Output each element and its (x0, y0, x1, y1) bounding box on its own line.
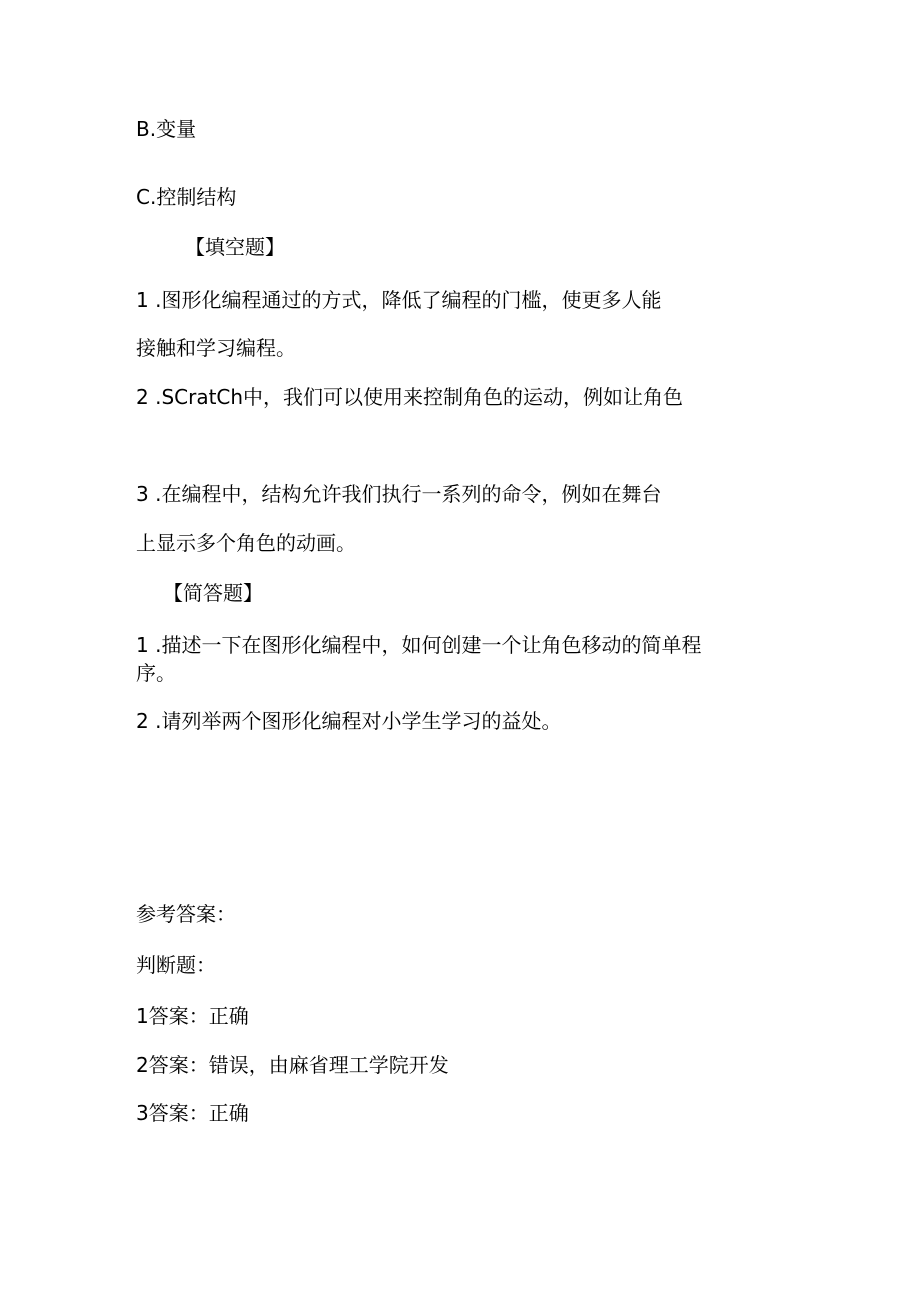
fill-blank-q1-line1: 1 .图形化编程通过的方式，降低了编程的门槛，使更多人能 (136, 288, 662, 312)
answers-section-tf: 判断题： (136, 953, 216, 977)
fill-blank-q2-line1: 2 .SCratCh中，我们可以使用来控制角色的运动，例如让角色 (136, 385, 684, 409)
short-answer-q2-line1: 2 .请列举两个图形化编程对小学生学习的益处。 (136, 709, 562, 733)
answers-heading: 参考答案： (136, 902, 236, 926)
short-answer-heading: 【简答题】 (163, 581, 263, 605)
answer-1: 1答案：正确 (136, 1004, 249, 1028)
answer-2: 2答案：错误，由麻省理工学院开发 (136, 1053, 449, 1077)
short-answer-q1-line2: 序。 (136, 661, 176, 685)
option-b: B.变量 (136, 117, 197, 141)
answer-3: 3答案：正确 (136, 1101, 249, 1125)
short-answer-q1-line1: 1 .描述一下在图形化编程中，如何创建一个让角色移动的简单程 (136, 633, 702, 657)
fill-blank-q3-line2: 上显示多个角色的动画。 (136, 531, 356, 555)
fill-blank-heading: 【填空题】 (185, 235, 285, 259)
fill-blank-q1-line2: 接触和学习编程。 (136, 336, 296, 360)
fill-blank-q3-line1: 3 .在编程中，结构允许我们执行一系列的命令，例如在舞台 (136, 482, 662, 506)
option-c: C.控制结构 (136, 185, 237, 209)
